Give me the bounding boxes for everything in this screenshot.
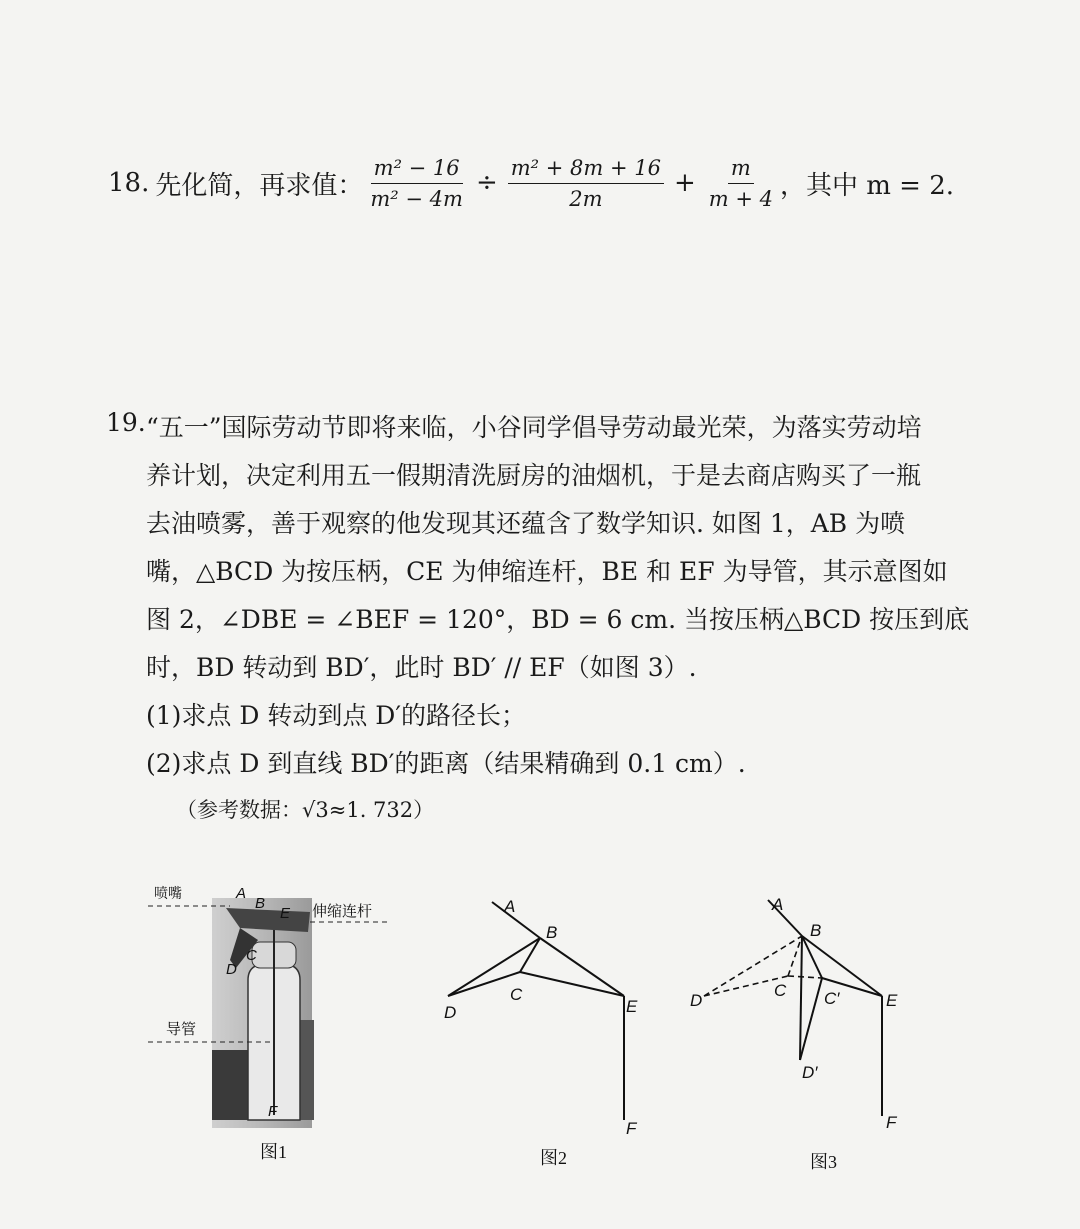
q18-fraction-1 [367, 156, 466, 211]
fig1-point-e: E [280, 905, 291, 922]
q18-frac2-denominator: 2m [569, 186, 603, 211]
label-nozzle: 喷嘴 [154, 887, 182, 902]
fig3-point-c-prime: C′ [824, 989, 840, 1008]
fig2-segment-ab [492, 902, 540, 938]
q19-line-5: 图 2，∠DBE = ∠BEF = 120°，BD = 6 cm. 当按压柄△BCD 按压到底 [146, 605, 970, 634]
fig1-point-f: F [268, 1103, 278, 1120]
label-rod: 伸缩连杆 [312, 904, 373, 920]
fig3-point-c: C [774, 981, 787, 1000]
fig2-segment-cb [520, 938, 540, 972]
fig3-caption: 图3 [810, 1152, 837, 1172]
photo-shelf [212, 1050, 252, 1120]
q19-line-1: “五一”国际劳动节即将来临，小谷同学倡导劳动最光荣，为落实劳动培 [146, 413, 922, 442]
fig2-point-a: A [504, 897, 516, 916]
q18-prompt: 先化简，再求值： [155, 170, 364, 201]
fig3-dashed-cb [788, 936, 802, 976]
q18-divide-sign: ÷ [475, 168, 498, 198]
q18-fraction-3 [706, 156, 776, 211]
fig1-point-b: B [255, 895, 266, 912]
fig3-segment-bd-prime [800, 936, 802, 1060]
fig3-point-d: D [690, 991, 703, 1010]
fig1-caption: 图1 [260, 1142, 287, 1162]
question-19 [106, 408, 1066, 828]
q19-part-2: (2)求点 D 到直线 BD′的距离（结果精确到 0.1 cm）. [146, 749, 746, 778]
fig2-point-c: C [510, 985, 523, 1004]
q18-condition: ，其中 m = 2. [780, 170, 955, 201]
q19-reference: （参考数据：√3≈1. 732） [176, 798, 435, 822]
fig1-point-a: A [236, 885, 247, 902]
figure-1 [140, 870, 410, 1170]
q19-line-6: 时，BD 转动到 BD′，此时 BD′ // EF（如图 3）. [146, 653, 697, 682]
q18-frac3-numerator: m [728, 156, 754, 184]
q18-plus-sign: + [673, 168, 696, 198]
q19-line-3: 去油喷雾，善于观察的他发现其还蕴含了数学知识. 如图 1，AB 为喷 [146, 509, 906, 538]
fig3-point-d-prime: D′ [802, 1063, 818, 1082]
fig1-point-d: D [226, 961, 237, 978]
fig2-segment-ce [520, 972, 624, 996]
figure-2 [430, 880, 660, 1180]
q18-fraction-2 [508, 156, 664, 211]
q19-part-1: (1)求点 D 转动到点 D′的路径长； [146, 701, 527, 730]
question-18 [108, 155, 955, 211]
q19-number: 19. [106, 408, 146, 437]
fig3-segment-be [802, 936, 882, 996]
q18-frac1-denominator: m² − 4m [370, 186, 463, 211]
fig1-point-c: C [246, 947, 257, 964]
fig3-point-e: E [886, 991, 898, 1010]
fig3-point-a: A [772, 895, 784, 914]
fig2-point-d: D [444, 1003, 457, 1022]
photo-edge [300, 1020, 314, 1120]
fig2-segment-bd [448, 938, 540, 996]
fig2-caption: 图2 [540, 1148, 567, 1168]
q18-frac2-numerator: m² + 8m + 16 [508, 156, 664, 184]
fig3-point-b: B [810, 921, 822, 940]
fig2-point-f: F [626, 1119, 637, 1138]
figure-3 [690, 880, 930, 1180]
label-tube: 导管 [166, 1022, 197, 1038]
q19-line-4: 嘴，△BCD 为按压柄，CE 为伸缩连杆，BE 和 EF 为导管，其示意图如 [146, 557, 948, 586]
fig3-point-f: F [886, 1113, 897, 1132]
fig2-point-e: E [626, 997, 638, 1016]
q19-line-2: 养计划，决定利用五一假期清洗厨房的油烟机，于是去商店购买了一瓶 [146, 461, 922, 490]
fig3-dashed-bd [704, 936, 802, 996]
fig3-dashed-cc-prime [788, 976, 822, 978]
fig3-segment-dprime-cprime [800, 978, 822, 1060]
fig2-point-b: B [546, 923, 558, 942]
q18-frac1-numerator: m² − 16 [371, 156, 463, 184]
q18-number: 18. [108, 168, 150, 198]
q18-frac3-denominator: m + 4 [708, 186, 773, 211]
